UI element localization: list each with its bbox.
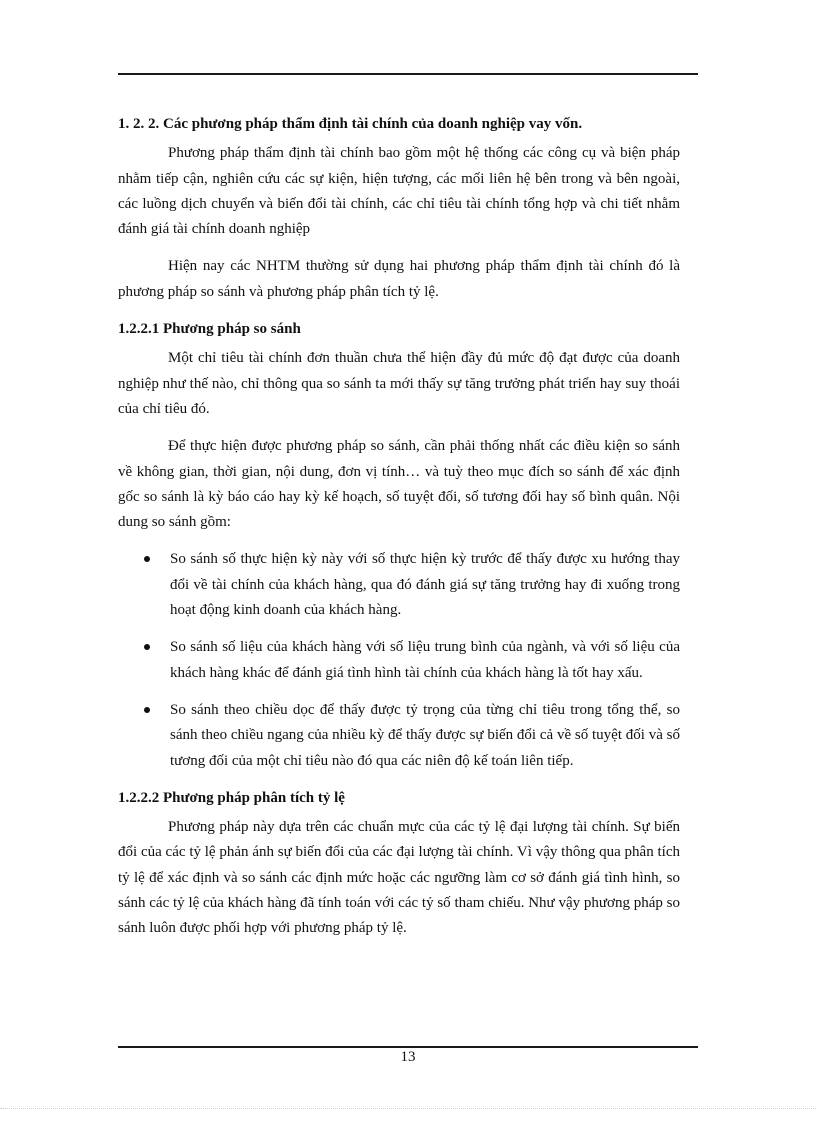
bullet-icon: [144, 644, 150, 650]
comparison-paragraph-1: Một chỉ tiêu tài chính đơn thuần chưa thể hiện đầy đủ mức độ đạt được của doanh nghiệp như thế nào, chỉ thông qua so sánh ta mới thấy sự tăng trưởng phát triển hay suy thoái của chỉ tiêu đó.: [118, 350, 680, 417]
list-item: [118, 635, 680, 686]
bullet-icon: [144, 556, 150, 562]
header-rule: [118, 73, 698, 75]
list-item: [118, 547, 680, 623]
subsection-heading-comparison: 1.2.2.1 Phương pháp so sánh: [118, 321, 301, 338]
comparison-paragraph-2: Để thực hiện được phương pháp so sánh, cần phải thống nhất các điều kiện so sánh về không gian, thời gian, nội dung, đơn vị tính… và tuỳ theo mục đích so sánh để xác định gốc so sánh là kỳ báo cáo hay kỳ kế hoạch, số tuyệt đối, số tương đối hay số bình quân. Nội dung so sánh gồm:: [118, 438, 680, 531]
list-item: [118, 698, 680, 774]
page-number: 13: [400, 1049, 416, 1065]
comparison-bullet-list: [118, 547, 680, 773]
subsection-heading-ratio: 1.2.2.2 Phương pháp phân tích tỷ lệ: [118, 789, 345, 806]
bullet-text: So sánh theo chiều dọc để thấy được tỷ trọng của từng chỉ tiêu trong tổng thể, so sánh theo chiều ngang của nhiều kỳ để thấy được sự biến đổi cả về số tuyệt đối và số tương đối của một chỉ tiêu nào đó qua các niên độ kế toán liên tiếp.: [170, 701, 680, 769]
ratio-paragraph-1: Phương pháp này dựa trên các chuẩn mực của các tỷ lệ đại lượng tài chính. Sự biến đổi của các tỷ lệ phản ánh sự biến đổi của các đại lượng tài chính. Vì vậy thông qua phân tích tỷ lệ để xác định và so sánh các định mức hoặc các ngưỡng làm cơ sở đánh giá tình hình, so sánh các tỷ lệ của khách hàng đã tính toán với các tỷ số tham chiếu. Như vậy phương pháp so sánh luôn được phối hợp với phương pháp tỷ lệ.: [118, 819, 680, 937]
intro-paragraph-1: Phương pháp thẩm định tài chính bao gồm một hệ thống các công cụ và biện pháp nhằm tiếp cận, nghiên cứu các sự kiện, hiện tượng, các mối liên hệ bên trong và bên ngoài, các luồng dịch chuyển và biến đổi tài chính, các chỉ tiêu tài chính tổng hợp và chi tiết nhằm đánh giá tài chính doanh nghiệp: [118, 145, 680, 238]
intro-paragraph-2: Hiện nay các NHTM thường sử dụng hai phương pháp thẩm định tài chính đó là phương pháp so sánh và phương pháp phân tích tỷ lệ.: [118, 258, 680, 300]
document-body: [118, 112, 680, 954]
section-heading: 1. 2. 2. Các phương pháp thẩm định tài chính của doanh nghiệp vay vốn.: [118, 116, 583, 132]
bullet-icon: [144, 707, 150, 713]
bullet-text: So sánh số thực hiện kỳ này với số thực hiện kỳ trước để thấy được xu hướng thay đổi về tài chính của khách hàng, qua đó đánh giá sự tăng trưởng hay đi xuống trong hoạt động kinh doanh của khách hàng.: [170, 551, 680, 619]
footer-rule: [118, 1046, 698, 1048]
bullet-text: So sánh số liệu của khách hàng với số liệu trung bình của ngành, và với số liệu của khách hàng khác để đánh giá tình hình tài chính của khách hàng là tốt hay xấu.: [170, 639, 680, 681]
page-bottom-dotted-line: [0, 1108, 816, 1109]
